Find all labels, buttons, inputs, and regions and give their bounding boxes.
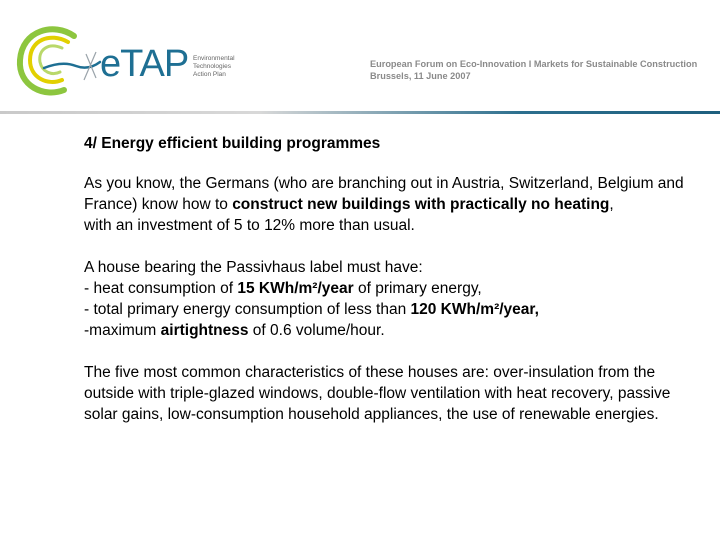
p2-intro: A house bearing the Passivhaus label must have: <box>84 259 423 276</box>
slide-header <box>0 0 720 113</box>
p2-line1-bold: 15 KWh/m²/year <box>237 280 354 297</box>
logo-subtitle-line: Action Plan <box>193 71 226 78</box>
logo-subtitle-line: Technologies <box>193 63 231 70</box>
p2-line2-bold: 120 KWh/m²/year, <box>410 301 539 318</box>
event-title: European Forum on Eco-Innovation I Markets for Sustainable Construction <box>370 59 698 69</box>
p2-line2-text: - total primary energy consumption of less than <box>84 301 411 318</box>
p2-line1-text: - heat consumption of <box>84 280 238 297</box>
slide-title: 4/ Energy efficient building programmes <box>84 135 381 152</box>
slide-body <box>84 133 684 446</box>
paragraph-passivhaus <box>84 257 684 341</box>
p2-line3-bold: airtightness <box>160 322 249 339</box>
logo-wordmark: eTAP <box>100 43 189 85</box>
p1-text: As you know, the Germans (who are branching out in Austria, Switzerland, Belgium and France) know how to <box>84 175 684 213</box>
event-info <box>370 58 697 82</box>
p2-line1-end: of primary energy, <box>353 280 482 297</box>
logo-subtitle-line: Environmental <box>193 55 235 62</box>
paragraph-germans <box>84 173 684 236</box>
paragraph-characteristics: The five most common characteristics of these houses are: over-insulation from the outside with triple-glazed windows, double-flow ventilation with heat recovery, passive solar gains, low-consumption household appliances, the use of renewable energies. <box>84 364 671 423</box>
logo-subtitle <box>193 55 235 79</box>
p2-line3-text: -maximum <box>84 322 161 339</box>
etap-swirl-logo-icon <box>14 22 104 102</box>
header-divider <box>0 111 720 114</box>
p1-bold: construct new buildings with practically no heating <box>232 196 610 213</box>
p1-comma: , <box>609 196 614 213</box>
p2-line3-end: of 0.6 volume/hour. <box>248 322 385 339</box>
p1-investment: with an investment of 5 to 12% more than usual. <box>84 217 415 234</box>
event-date: Brussels, 11 June 2007 <box>370 71 471 81</box>
